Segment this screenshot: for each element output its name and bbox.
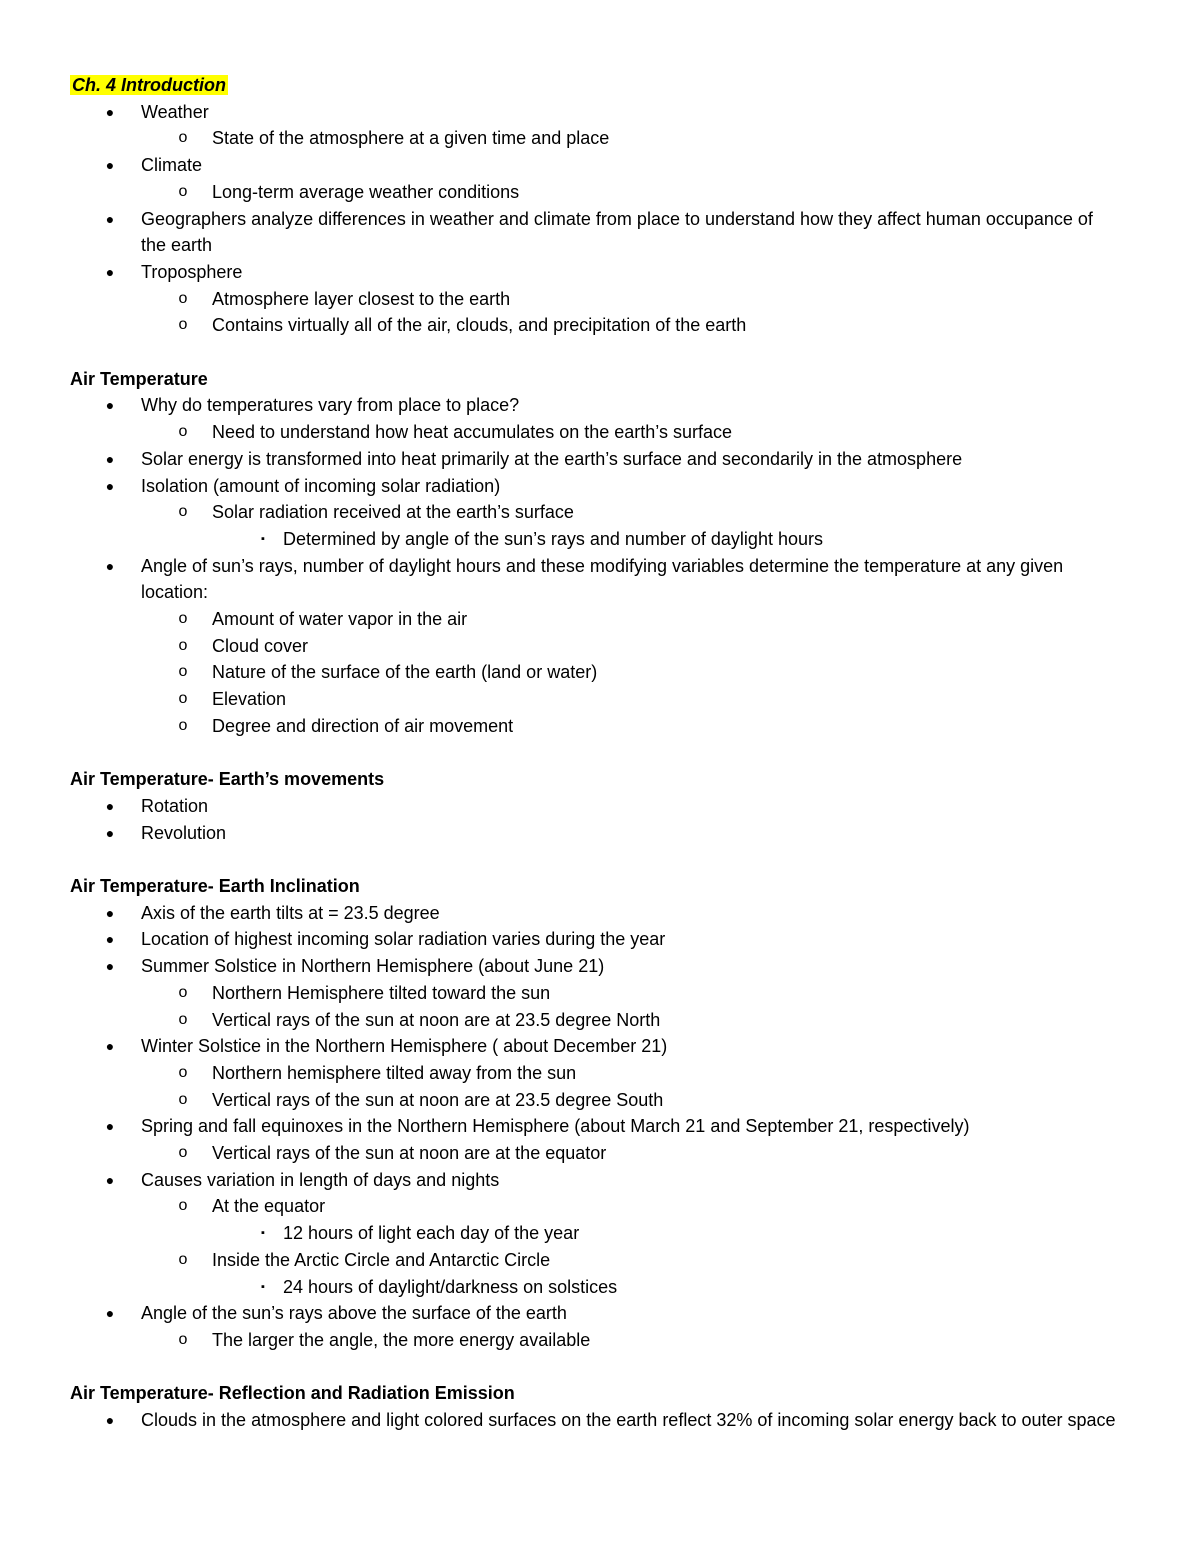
list-item-text: Vertical rays of the sun at noon are at the equator: [212, 1143, 607, 1164]
bullet-circle-icon: [173, 980, 193, 1007]
bullet-circle-icon: [173, 606, 193, 633]
list-item-text: Geographers analyze differences in weather and climate from place to understand how they affect human occupance of the earth: [141, 208, 1093, 256]
bullet-disc-icon: [100, 446, 120, 473]
bullet-disc-icon: [100, 392, 120, 419]
list-item: [0, 1033, 1200, 1060]
bullet-disc-icon: [100, 1033, 120, 1060]
bullet-square-icon: [253, 1274, 273, 1301]
section-heading: [70, 766, 1200, 793]
list-item-text: Clouds in the atmosphere and light colored surfaces on the earth reflect 32% of incoming solar energy back to outer space: [141, 1410, 1116, 1431]
list-item: [0, 926, 1200, 953]
list-item-text: Cloud cover: [212, 635, 309, 656]
bullet-disc-icon: [100, 259, 120, 286]
list-item: [0, 1220, 1200, 1247]
section-spacer: [0, 740, 1200, 767]
list-item-text: Summer Solstice in Northern Hemisphere (about June 21): [141, 956, 605, 977]
list-item-text: Solar radiation received at the earth’s surface: [212, 502, 574, 523]
section-heading-text: Air Temperature- Earth’s movements: [70, 769, 385, 790]
list-item-text: Determined by angle of the sun’s rays and number of daylight hours: [283, 528, 823, 549]
list-item-text: Need to understand how heat accumulates on the earth’s surface: [212, 422, 732, 443]
list-item-text: State of the atmosphere at a given time and place: [212, 128, 610, 149]
list-item: [0, 713, 1200, 740]
list-item: [0, 1193, 1200, 1220]
list-item: [0, 286, 1200, 313]
bullet-disc-icon: [100, 99, 120, 126]
list-item: [0, 1300, 1200, 1327]
bullet-circle-icon: [173, 659, 193, 686]
bullet-circle-icon: [173, 1327, 193, 1354]
bullet-disc-icon: [100, 926, 120, 953]
section-heading: [70, 366, 1200, 393]
bullet-circle-icon: [173, 1060, 193, 1087]
section-spacer: [0, 339, 1200, 366]
list-item: [0, 606, 1200, 633]
bullet-disc-icon: [100, 793, 120, 820]
bullet-circle-icon: [173, 1007, 193, 1034]
list-item-text: Axis of the earth tilts at = 23.5 degree: [141, 902, 440, 923]
list-item-text: Atmosphere layer closest to the earth: [212, 288, 511, 309]
list-item-text: Spring and fall equinoxes in the Northern Hemisphere (about March 21 and September 21, respectively): [141, 1116, 970, 1137]
list-item-text: Location of highest incoming solar radiation varies during the year: [141, 929, 666, 950]
list-item-text: Northern Hemisphere tilted toward the sun: [212, 982, 551, 1003]
bullet-disc-icon: [100, 1300, 120, 1327]
list-item: [0, 152, 1200, 179]
list-item: [0, 206, 1200, 259]
list-item: [0, 686, 1200, 713]
list-item: [0, 659, 1200, 686]
bullet-disc-icon: [100, 206, 120, 233]
list-item: [0, 953, 1200, 980]
bullet-circle-icon: [173, 1193, 193, 1220]
list-item: [0, 980, 1200, 1007]
section-spacer: [0, 1354, 1200, 1381]
bullet-disc-icon: [100, 553, 120, 580]
list-item-text: Degree and direction of air movement: [212, 715, 514, 736]
list-item-text: Inside the Arctic Circle and Antarctic Circle: [212, 1249, 551, 1270]
bullet-square-icon: [253, 526, 273, 553]
list-item-text: Elevation: [212, 689, 287, 710]
list-item-text: Amount of water vapor in the air: [212, 609, 468, 630]
list-item: [0, 259, 1200, 286]
list-item-text: Rotation: [141, 795, 209, 816]
list-item: [0, 793, 1200, 820]
list-item-text: Long-term average weather conditions: [212, 181, 520, 202]
list-item: [0, 125, 1200, 152]
bullet-disc-icon: [100, 820, 120, 847]
section-heading-text: Air Temperature- Earth Inclination: [70, 876, 360, 896]
list-item: [0, 633, 1200, 660]
section-heading-text: Air Temperature- Reflection and Radiation Emission: [70, 1383, 515, 1404]
list-item-text: Nature of the surface of the earth (land or water): [212, 662, 598, 683]
list-item-text: Troposphere: [141, 261, 243, 282]
list-item-text: Weather: [141, 101, 209, 122]
list-item: [0, 1407, 1200, 1434]
bullet-circle-icon: [173, 125, 193, 152]
bullet-circle-icon: [173, 286, 193, 313]
bullet-circle-icon: [173, 312, 193, 339]
bullet-disc-icon: [100, 900, 120, 927]
list-item-text: Causes variation in length of days and nights: [141, 1169, 500, 1190]
bullet-square-icon: [253, 1220, 273, 1247]
bullet-circle-icon: [173, 419, 193, 446]
list-item: [0, 419, 1200, 446]
bullet-circle-icon: [173, 686, 193, 713]
bullet-circle-icon: [173, 633, 193, 660]
bullet-disc-icon: [100, 1167, 120, 1194]
list-item: [0, 553, 1200, 606]
section-heading: [70, 1380, 1200, 1407]
list-item-text: Northern hemisphere tilted away from the sun: [212, 1062, 577, 1083]
bullet-circle-icon: [173, 713, 193, 740]
list-item: [0, 179, 1200, 206]
bullet-disc-icon: [100, 1407, 120, 1434]
list-item: [0, 1274, 1200, 1301]
bullet-circle-icon: [173, 179, 193, 206]
list-item: [0, 1140, 1200, 1167]
list-item-text: 24 hours of daylight/darkness on solstices: [283, 1276, 618, 1297]
bullet-disc-icon: [100, 152, 120, 179]
list-item: [0, 499, 1200, 526]
bullet-circle-icon: [173, 499, 193, 526]
list-item: [0, 1060, 1200, 1087]
list-item: [0, 1113, 1200, 1140]
list-item-text: Angle of sun’s rays, number of daylight hours and these modifying variables determine the temperature at any given location:: [141, 555, 1064, 603]
list-item-text: Winter Solstice in the Northern Hemisphere ( about December 21): [141, 1036, 668, 1057]
document-page: [0, 72, 1200, 1434]
list-item: [0, 446, 1200, 473]
bullet-circle-icon: [173, 1247, 193, 1274]
list-item: [0, 312, 1200, 339]
bullet-disc-icon: [100, 953, 120, 980]
bullet-circle-icon: [173, 1140, 193, 1167]
list-item-text: Vertical rays of the sun at noon are at 23.5 degree South: [212, 1089, 664, 1110]
list-item-text: The larger the angle, the more energy available: [212, 1329, 591, 1350]
section-heading-text: Ch. 4 Introduction: [72, 75, 226, 95]
list-item: [0, 1087, 1200, 1114]
list-item-text: Vertical rays of the sun at noon are at 23.5 degree North: [212, 1009, 661, 1030]
list-item-text: At the equator: [212, 1196, 326, 1217]
list-item: [0, 473, 1200, 500]
list-item: [0, 820, 1200, 847]
list-item: [0, 99, 1200, 126]
section-heading-text: Air Temperature: [70, 368, 208, 389]
list-item-text: Why do temperatures vary from place to place?: [141, 395, 520, 416]
bullet-disc-icon: [100, 1113, 120, 1140]
section-spacer: [0, 846, 1200, 873]
list-item: [0, 1327, 1200, 1354]
list-item: [0, 900, 1200, 927]
list-item-text: Contains virtually all of the air, clouds, and precipitation of the earth: [212, 315, 747, 336]
list-item-text: Climate: [141, 155, 203, 176]
list-item-text: Angle of the sun’s rays above the surface of the earth: [141, 1303, 567, 1324]
list-item: [0, 1167, 1200, 1194]
list-item: [0, 1007, 1200, 1034]
list-item-text: Isolation (amount of incoming solar radiation): [141, 475, 501, 496]
section-heading: [70, 72, 1200, 99]
list-item-text: 12 hours of light each day of the year: [283, 1223, 580, 1244]
bullet-disc-icon: [100, 473, 120, 500]
bullet-circle-icon: [173, 1087, 193, 1114]
section-heading: [70, 873, 1200, 900]
list-item-text: Revolution: [141, 822, 227, 843]
list-item: [0, 526, 1200, 553]
list-item-text: Solar energy is transformed into heat primarily at the earth’s surface and secondarily in the atmosphere: [141, 448, 963, 469]
list-item: [0, 1247, 1200, 1274]
list-item: [0, 392, 1200, 419]
